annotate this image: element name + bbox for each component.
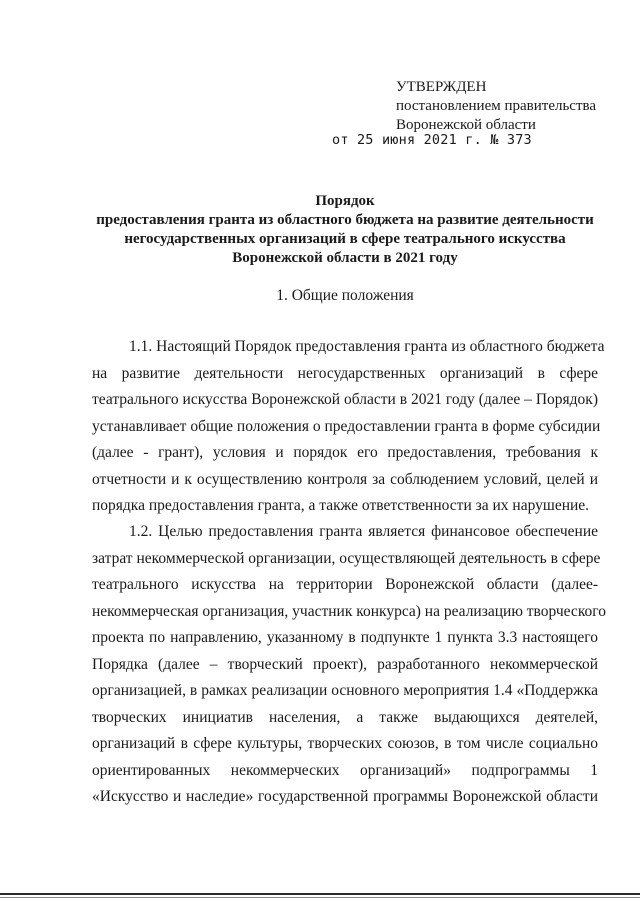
approval-block bbox=[396, 78, 596, 135]
paragraph-1-2 bbox=[92, 519, 607, 811]
title-line-4: Воронежской области в 2021 году bbox=[232, 250, 458, 266]
scan-edge-line bbox=[0, 893, 640, 895]
text-line: порядка предоставления гранта, а также ответственности за их нарушение. bbox=[92, 497, 590, 514]
text-line: затрат некоммерческой организации, осуществляющей деятельность в сфере bbox=[92, 549, 601, 567]
text-line: Порядка (далее – творческий проект), разработанного некоммерческой bbox=[92, 655, 598, 673]
paragraph-1-1 bbox=[92, 334, 605, 520]
document-title bbox=[60, 192, 630, 268]
text-line: организаций в сфере культуры, творческих союзов, в том числе социально bbox=[92, 735, 598, 752]
text-line: на развитие деятельности негосударственных организаций в сфере bbox=[92, 364, 598, 382]
text-line: отчетности и к осуществлению контроля за соблюдением условий, целей и bbox=[92, 470, 598, 488]
scan-edge-line-secondary bbox=[0, 897, 640, 898]
approval-date-number: от 25 июня 2021 г. № 373 bbox=[332, 132, 532, 148]
approval-region: Воронежской области bbox=[396, 117, 536, 133]
text-line: проекта по направлению, указанному в подпункте 1 пункта 3.3 настоящего bbox=[92, 629, 598, 646]
text-line: «Искусство и наследие» государственной программы Воронежской области bbox=[92, 788, 598, 805]
text-line: 1.1. Настоящий Порядок предоставления гранта из областного бюджета bbox=[129, 338, 605, 355]
section-heading: 1. Общие положения bbox=[276, 287, 414, 304]
approval-decree: постановлением правительства bbox=[396, 98, 597, 114]
title-line-1: Порядок bbox=[315, 193, 375, 209]
text-line: некоммерческая организация, участник конкурса) на реализацию творческого bbox=[92, 602, 607, 620]
text-line: ориентированных некоммерческих организаций» подпрограммы 1 bbox=[92, 761, 598, 779]
approval-heading: УТВЕРЖДЕН bbox=[396, 79, 487, 95]
title-line-2: предоставления гранта из областного бюджета на развитие деятельности bbox=[96, 212, 594, 228]
text-line: 1.2. Целью предоставления гранта является финансовое обеспечение bbox=[129, 523, 598, 540]
title-line-3: негосударственных организаций в сфере театрального искусства bbox=[124, 231, 566, 247]
text-line: устанавливает общие положения о предоставлении гранта в форме субсидии bbox=[92, 417, 601, 435]
text-line: театрального искусства Воронежской области в 2021 году (далее – Порядок) bbox=[92, 391, 598, 408]
text-line: (далее - грант), условия и порядок его предоставления, требования к bbox=[92, 444, 598, 461]
text-line: организацией, в рамках реализации основного мероприятия 1.4 «Поддержка bbox=[92, 682, 598, 699]
text-line: театрального искусства на территории Воронежской области (далее- bbox=[92, 576, 598, 593]
text-line: творческих инициатив населения, а также выдающихся деятелей, bbox=[92, 708, 598, 726]
